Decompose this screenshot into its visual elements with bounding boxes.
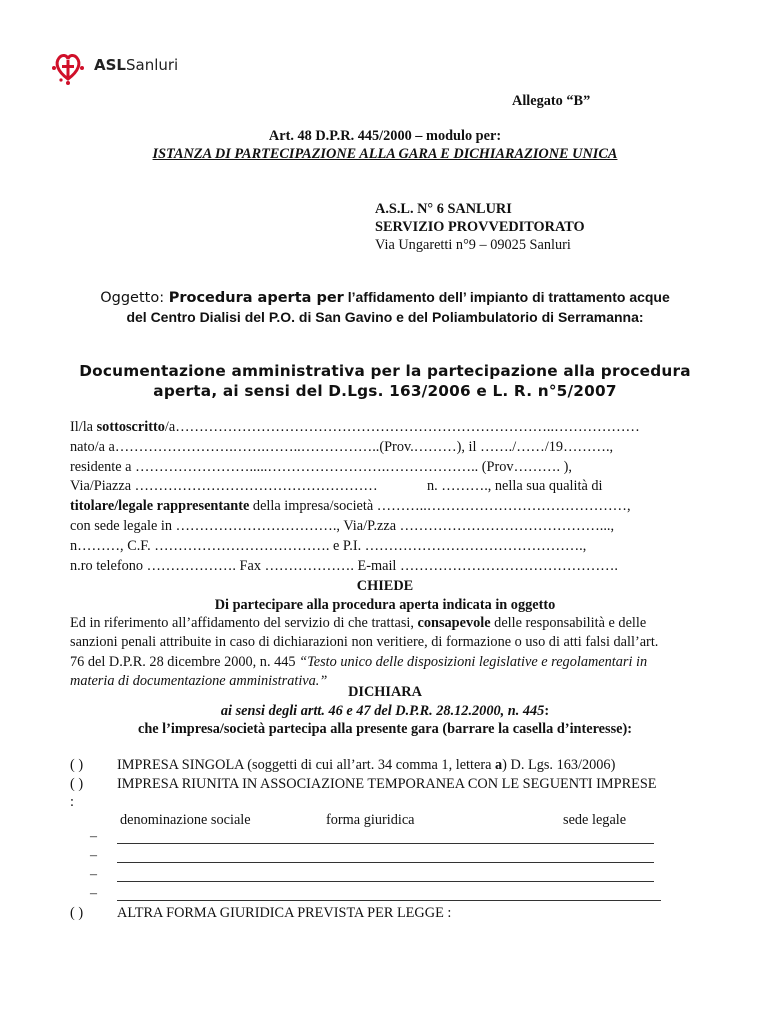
oggetto-line-2: del Centro Dialisi del P.O. di San Gavino e del Poliambulatorio di Serramanna:: [126, 309, 644, 325]
recipient-address: [375, 200, 585, 254]
row-bullet-3: –: [90, 867, 97, 882]
art-line: Art. 48 D.P.R. 445/2000 – modulo per:: [268, 128, 502, 144]
doc-title-line-2: aperta, ai sensi del D.Lgs. 163/2006 e L. R. n°5/2007: [153, 382, 617, 400]
form-line-cf[interactable]: n………, C.F. ………………………………. e P.I. ……………………………………….,: [70, 537, 587, 554]
row-line-4[interactable]: [117, 900, 661, 901]
declaration-paragraph: Ed in riferimento all’affidamento del servizio di che trattasi, consapevole delle responsabilità e delle sanzioni penali attribuite in caso di dichiarazioni non veritiere, di formazione o uso di atti falsi dall’art. 76 del D.P.R. 28 dicembre 2000, n. 445 “Testo unico delle disposizioni legislative e regolamentari in materia di documentazione amministrativa.”: [70, 615, 659, 689]
row-line-1[interactable]: [117, 843, 654, 844]
dichiara-subtitle: ai sensi degli artt. 46 e 47 del D.P.R. 28.12.2000, n. 445:: [220, 703, 550, 719]
option-impresa-singola: IMPRESA SINGOLA (soggetti di cui all’art. 34 comma 1, lettera a) D. Lgs. 163/2006): [117, 757, 616, 773]
row-bullet-2: –: [90, 848, 97, 863]
form-line-residente[interactable]: residente a …………………….....…………………….……………….. (Prov………. ),: [70, 458, 572, 475]
address-line-1: A.S.L. N° 6 SANLURI: [375, 201, 512, 217]
oggetto-bold: Procedura aperta per: [168, 290, 344, 306]
oggetto-label: Oggetto:: [100, 290, 169, 306]
option-altra-forma: ALTRA FORMA GIURIDICA PREVISTA PER LEGGE :: [117, 905, 452, 921]
form-line-via[interactable]: Via/Piazza …………………………………………… n. ………., nella sua qualità di: [70, 478, 603, 495]
col-header-denominazione: denominazione sociale: [120, 812, 251, 828]
dichiara-heading: DICHIARA: [348, 684, 422, 700]
row-bullet-1: –: [90, 829, 97, 844]
option-riunita-colon: :: [70, 794, 74, 810]
option-checkbox-riunita[interactable]: ( ): [70, 776, 84, 792]
oggetto-rest: l’affidamento dell’ impianto di trattamento acque: [343, 289, 670, 305]
form-line-titolare[interactable]: titolare/legale rappresentante della impresa/società ………..……………………………………,: [70, 498, 631, 515]
col-header-forma: forma giuridica: [326, 812, 415, 828]
asl-logo-icon: [48, 46, 88, 86]
row-line-2[interactable]: [117, 862, 654, 863]
oggetto-line-1: [0, 289, 770, 306]
istanza-title: ISTANZA DI PARTECIPAZIONE ALLA GARA E DICHIARAZIONE UNICA: [152, 146, 618, 162]
form-line-nato[interactable]: nato/a a…………………….…….……..……………..(Prov.………), il ……./……/19……….,: [70, 438, 614, 455]
row-line-3[interactable]: [117, 881, 654, 882]
address-line-3: Via Ungaretti n°9 – 09025 Sanluri: [375, 237, 571, 253]
personal-data-form: [70, 418, 710, 576]
row-bullet-4: –: [90, 886, 97, 901]
logo-text: ASLSanluri: [94, 56, 179, 74]
chiede-subtitle: Di partecipare alla procedura aperta indicata in oggetto: [214, 597, 556, 613]
allegato-label: Allegato “B”: [512, 93, 591, 109]
form-line-sottoscritto[interactable]: Il/la sottoscritto/a……………………………………………………………………..………………: [70, 419, 640, 435]
form-line-sede[interactable]: con sede legale in ……………………………., Via/P.zza ……………………………………...,: [70, 517, 615, 534]
logo: [48, 46, 178, 86]
chiede-heading: CHIEDE: [356, 578, 414, 594]
option-checkbox-altra[interactable]: ( ): [70, 905, 84, 921]
col-header-sede: sede legale: [563, 812, 627, 828]
address-line-2: SERVIZIO PROVVEDITORATO: [375, 219, 585, 235]
option-checkbox-singola[interactable]: ( ): [70, 757, 84, 773]
dichiara-instruction: che l’impresa/società partecipa alla presente gara (barrare la casella d’interesse):: [137, 721, 633, 737]
form-line-telefono[interactable]: n.ro telefono ………………. Fax ………………. E-mail ……………………………………….: [70, 557, 619, 574]
option-impresa-riunita: IMPRESA RIUNITA IN ASSOCIAZIONE TEMPORANEA CON LE SEGUENTI IMPRESE: [117, 776, 657, 792]
doc-title-line-1: Documentazione amministrativa per la partecipazione alla procedura: [79, 362, 691, 380]
